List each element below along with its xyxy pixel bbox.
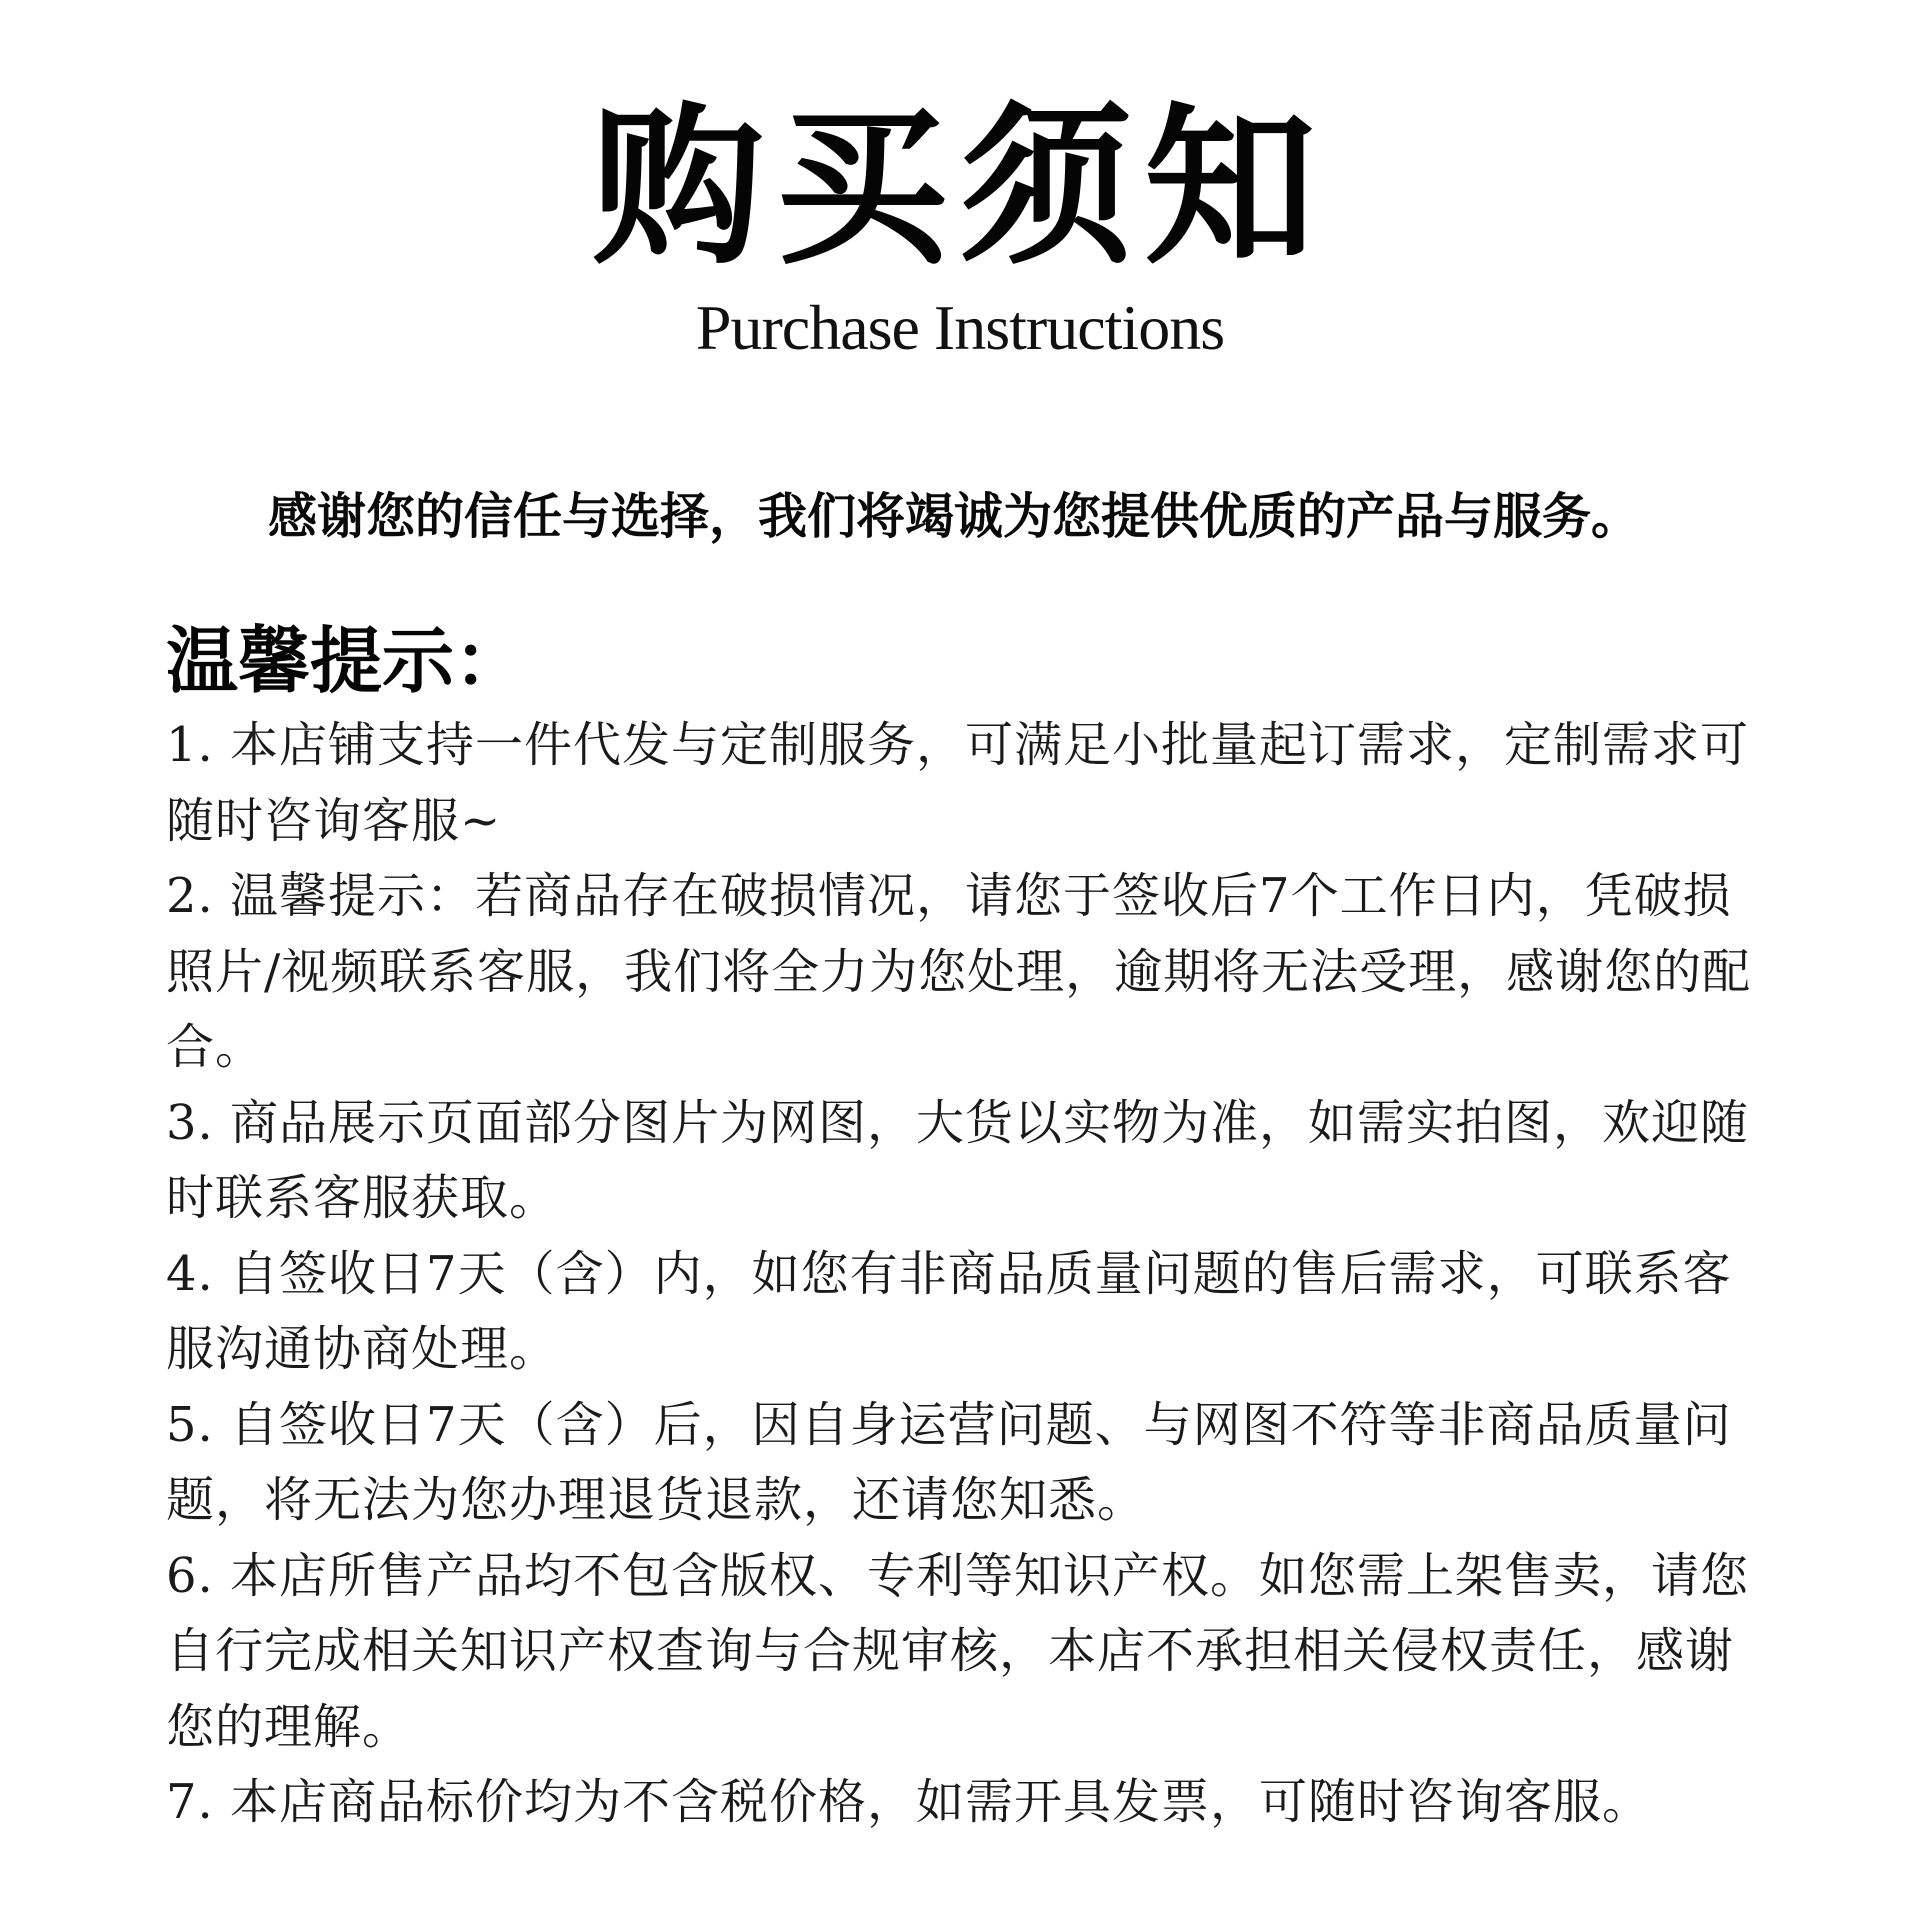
tip-item-5: 5. 自签收日7天（含）后，因自身运营问题、与网图不符等非商品质量问题，将无法为您办理退货退款，还请您知悉。 bbox=[166, 1396, 1732, 1528]
tips-list bbox=[166, 708, 1766, 1841]
tip-item-3: 3. 商品展示页面部分图片为网图，大货以实物为准，如需实拍图，欢迎随时联系客服获取。 bbox=[166, 1094, 1750, 1226]
tip-item-7: 7. 本店商品标价均为不含税价格，如需开具发票，可随时咨询客服。 bbox=[166, 1774, 1652, 1830]
tips-heading: 温馨提示： bbox=[166, 619, 527, 703]
tip-item-4: 4. 自签收日7天（含）内，如您有非商品质量问题的售后需求，可联系客服沟通协商处理。 bbox=[166, 1245, 1732, 1377]
tip-item-6: 6. 本店所售产品均不包含版权、专利等知识产权。如您需上架售卖，请您自行完成相关知识产权查询与合规审核，本店不承担相关侵权责任，感谢您的理解。 bbox=[166, 1547, 1750, 1755]
page-subtitle: Purchase Instructions bbox=[695, 292, 1225, 363]
tip-item-1: 1. 本店铺支持一件代发与定制服务，可满足小批量起订需求，定制需求可随时咨询客服~ bbox=[166, 717, 1750, 849]
page-title: 购买须知 bbox=[592, 87, 1328, 288]
thanks-message: 感谢您的信任与选择，我们将竭诚为您提供优质的产品与服务。 bbox=[268, 488, 1641, 545]
tip-item-2: 2. 温馨提示：若商品存在破损情况，请您于签收后7个工作日内，凭破损照片/视频联系客服，我们将全力为您处理，逾期将无法受理，感谢您的配合。 bbox=[166, 868, 1752, 1075]
